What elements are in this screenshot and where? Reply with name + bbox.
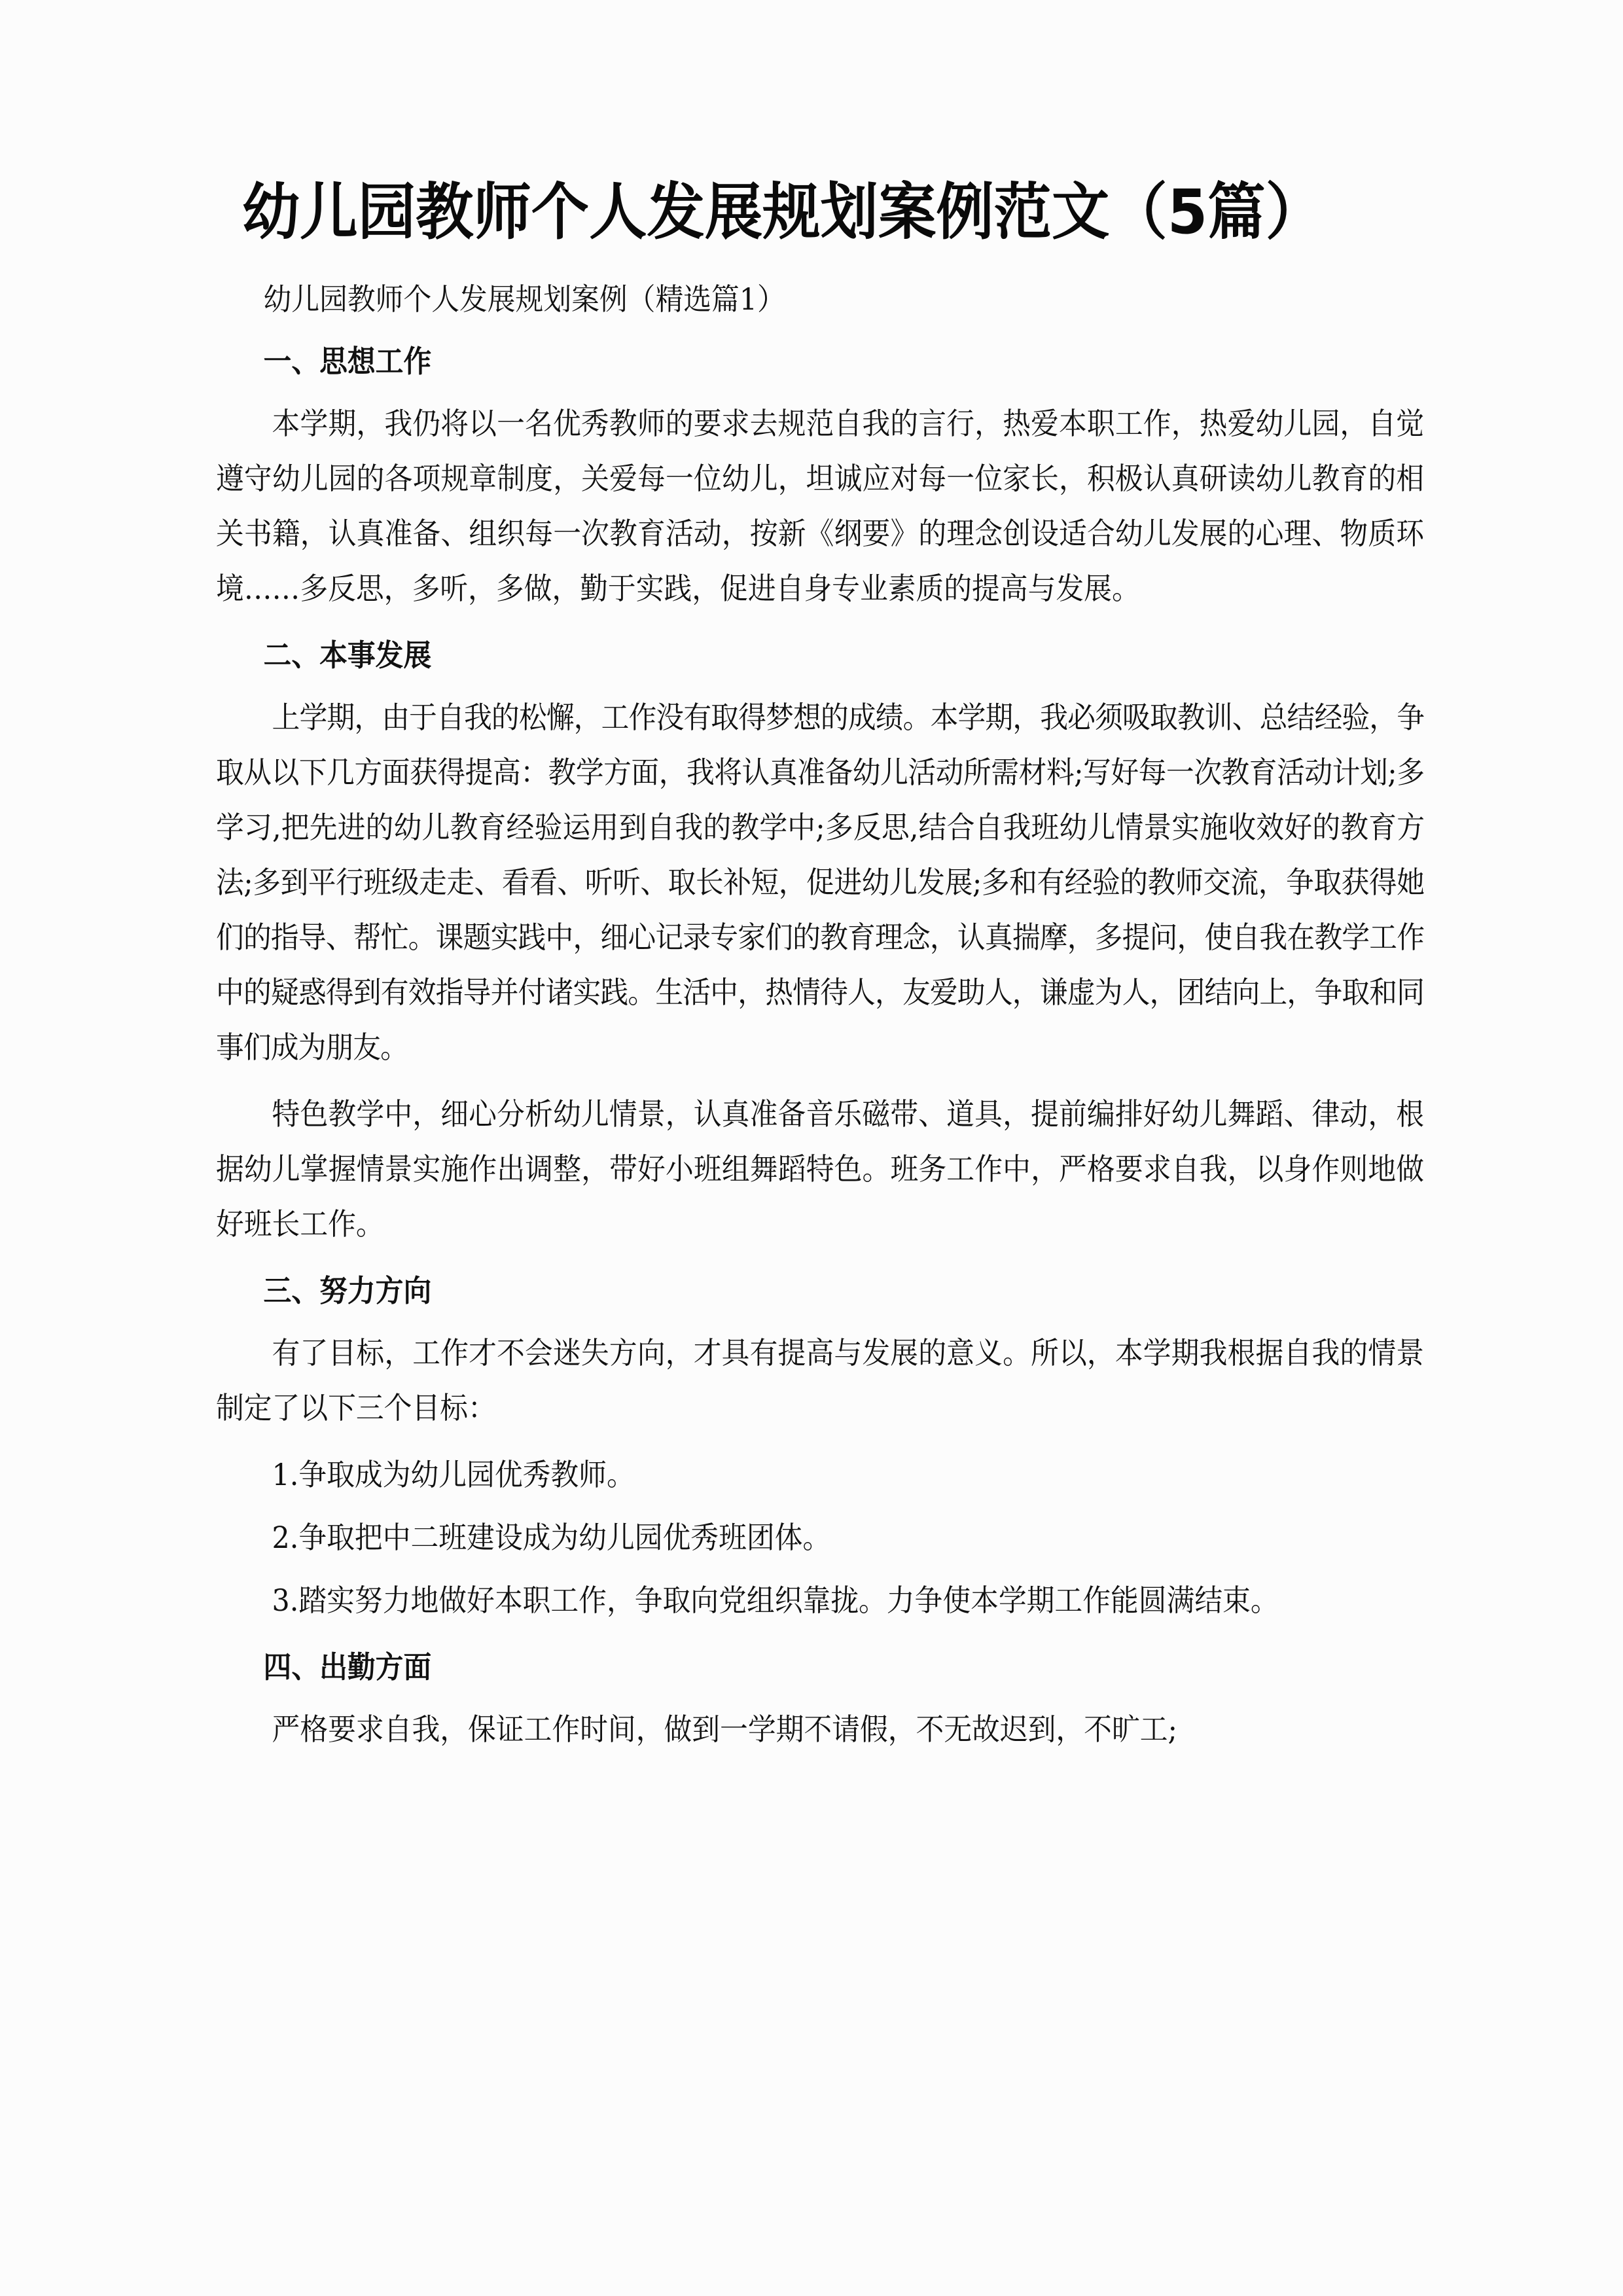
section-heading-1: 一、思想工作	[263, 343, 432, 379]
document-subtitle: 幼儿园教师个人发展规划案例（精选篇1）	[263, 281, 785, 317]
goal-list-item-1: 1.争取成为幼儿园优秀教师。	[272, 1456, 635, 1492]
section-heading-4: 四、出勤方面	[263, 1649, 432, 1685]
section-2-paragraph-1: 上学期，由于自我的松懈，工作没有取得梦想的成绩。本学期，我必须吸取教训、总结经验，争取从以下几方面获得提高：教学方面，我将认真准备幼儿活动所需材料;写好每一次教育活动计划;多学习,把先进的幼儿教育经验运用到自我的教学中;多反思,结合自我班幼儿情景实施收效好的教育方法;多到平行班级走走、看看、听听、取长补短，促进幼儿发展;多和有经验的教师交流，争取获得她们的指导、帮忙。课题实践中，细心记录专家们的教育理念，认真揣摩，多提问，使自我在教学工作中的疑惑得到有效指导并付诸实践。生活中，热情待人，友爱助人，谦虚为人，团结向上，争取和同事们成为朋友。	[216, 699, 1425, 1065]
section-2-paragraph-2: 特色教学中，细心分析幼儿情景，认真准备音乐磁带、道具，提前编排好幼儿舞蹈、律动，根据幼儿掌握情景实施作出调整，带好小班组舞蹈特色。班务工作中，严格要求自我，以身作则地做好班长工作。	[216, 1096, 1425, 1242]
section-3-paragraph-1: 有了目标，工作才不会迷失方向，才具有提高与发展的意义。所以，本学期我根据自我的情景制定了以下三个目标：	[216, 1335, 1425, 1426]
section-4-paragraph-1: 严格要求自我，保证工作时间，做到一学期不请假，不无故迟到，不旷工;	[272, 1711, 1177, 1747]
document-body	[216, 177, 1427, 1768]
section-heading-2: 二、本事发展	[263, 637, 432, 673]
page-title: 幼儿园教师个人发展规划案例范文（5篇）	[242, 177, 1323, 248]
section-1-paragraph-1: 本学期，我仍将以一名优秀教师的要求去规范自我的言行，热爱本职工作，热爱幼儿园，自觉遵守幼儿园的各项规章制度，关爱每一位幼儿，坦诚应对每一位家长，积极认真研读幼儿教育的相关书籍，认真准备、组织每一次教育活动，按新《纲要》的理念创设适合幼儿发展的心理、物质环境……多反思，多听，多做，勤于实践，促进自身专业素质的提高与发展。	[216, 405, 1425, 606]
goal-list-item-2: 2.争取把中二班建设成为幼儿园优秀班团体。	[272, 1519, 831, 1555]
section-heading-3: 三、努力方向	[263, 1272, 432, 1308]
goal-list-item-3: 3.踏实努力地做好本职工作，争取向党组织靠拢。力争使本学期工作能圆满结束。	[272, 1582, 1279, 1618]
